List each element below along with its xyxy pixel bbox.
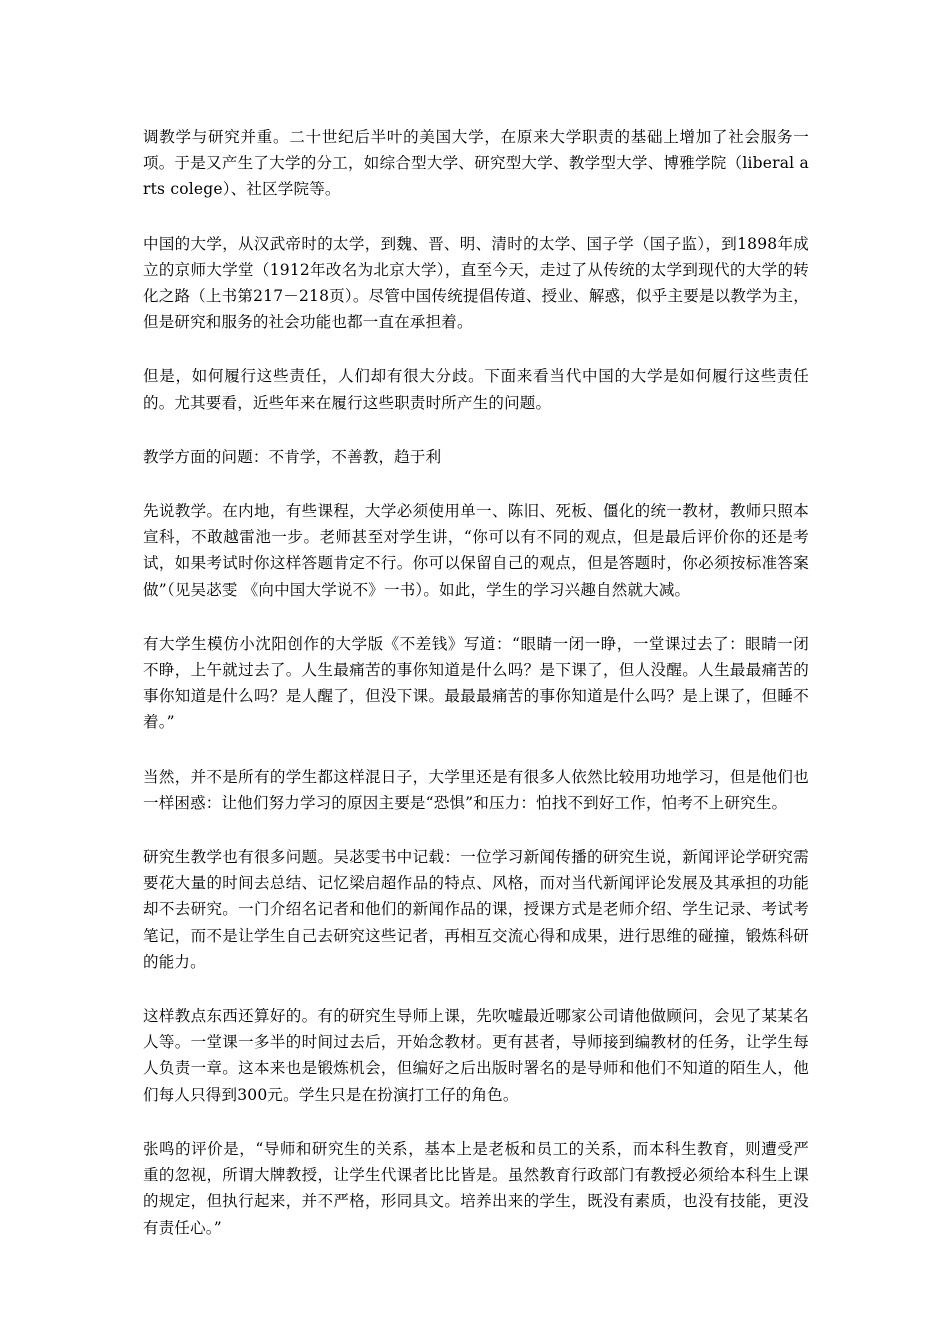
paragraph-7: 当然，并不是所有的学生都这样混日子，大学里还是有很多人依然比较用功地学习，但是他们也一样困惑：让他们努力学习的原因主要是“恐惧”和压力：怕找不到好工作，怕考不上研究生。 [143,767,809,812]
paragraph-10: 张鸣的评价是，“导师和研究生的关系，基本上是老板和员工的关系，而本科生教育，则遭受严重的忽视，所谓大牌教授，让学生代课者比比皆是。虽然教育行政部门有教授必须给本科生上课的规定，但执行起来，并不严格，形同具文。培养出来的学生，既没有素质，也没有技能，更没有责任心。” [143,1139,809,1237]
paragraph-2: 中国的大学，从汉武帝时的太学，到魏、晋、明、清时的太学、国子学（国子监），到1898年成立的京师大学堂（1912年改名为北京大学），直至今天，走过了从传统的太学到现代的大学的转化之路（上书第217－218页）。尽管中国传统提倡传道、授业、解惑，似乎主要是以教学为主，但是研究和服务的社会功能也都一直在承担着。 [143,234,809,332]
paragraph-9: 这样教点东西还算好的。有的研究生导师上课，先吹嘘最近哪家公司请他做顾问，会见了某某名人等。一堂课一多半的时间过去后，开始念教材。更有甚者，导师接到编教材的任务，让学生每人负责一章。这本来也是锻炼机会，但编好之后出版时署名的是导师和他们不知道的陌生人，他们每人只得到300元。学生只是在扮演打工仔的角色。 [143,1007,809,1104]
paragraph-1: 调教学与研究并重。二十世纪后半叶的美国大学，在原来大学职责的基础上增加了社会服务一项。于是又产生了大学的分工，如综合型大学、研究型大学、教学型大学、博雅学院（liberal arts colege）、社区学院等。 [143,128,809,199]
paragraph-6: 有大学生模仿小沈阳创作的大学版《不差钱》写道：“眼睛一闭一睁，一堂课过去了：眼睛一闭不睁，上午就过去了。人生最痛苦的事你知道是什么吗？是下课了，但人没醒。人生最最痛苦的事你知道是什么吗？是人醒了，但没下课。最最最痛苦的事你知道是什么吗？是上课了，但睡不着。” [143,634,809,732]
document-body [143,124,809,1269]
paragraph-3: 但是，如何履行这些责任，人们却有很大分歧。下面来看当代中国的大学是如何履行这些责任的。尤其要看，近些年来在履行这些职责时所产生的问题。 [143,367,809,412]
paragraph-8: 研究生教学也有很多问题。吴苾雯书中记载：一位学习新闻传播的研究生说，新闻评论学研究需要花大量的时间去总结、记忆梁启超作品的特点、风格，而对当代新闻评论发展及其承担的功能却不去研究。一门介绍名记者和他们的新闻作品的课，授课方式是老师介绍、学生记录、考试考笔记，而不是让学生自己去研究这些记者，再相互交流心得和成果，进行思维的碰撞，锻炼科研的能力。 [143,848,809,971]
section-heading: 教学方面的问题：不肯学，不善教，趋于利 [143,447,442,466]
paragraph-5: 先说教学。在内地，有些课程，大学必须使用单一、陈旧、死板、僵化的统一教材，教师只照本宣科，不敢越雷池一步。老师甚至对学生讲，“你可以有不同的观点，但是最后评价你的还是考试，如果考试时你这样答题肯定不行。你可以保留自己的观点，但是答题时，你必须按标准答案做”（见吴苾雯 《向中国大学说不》一书）。如此，学生的学习兴趣自然就大减。 [143,502,809,599]
